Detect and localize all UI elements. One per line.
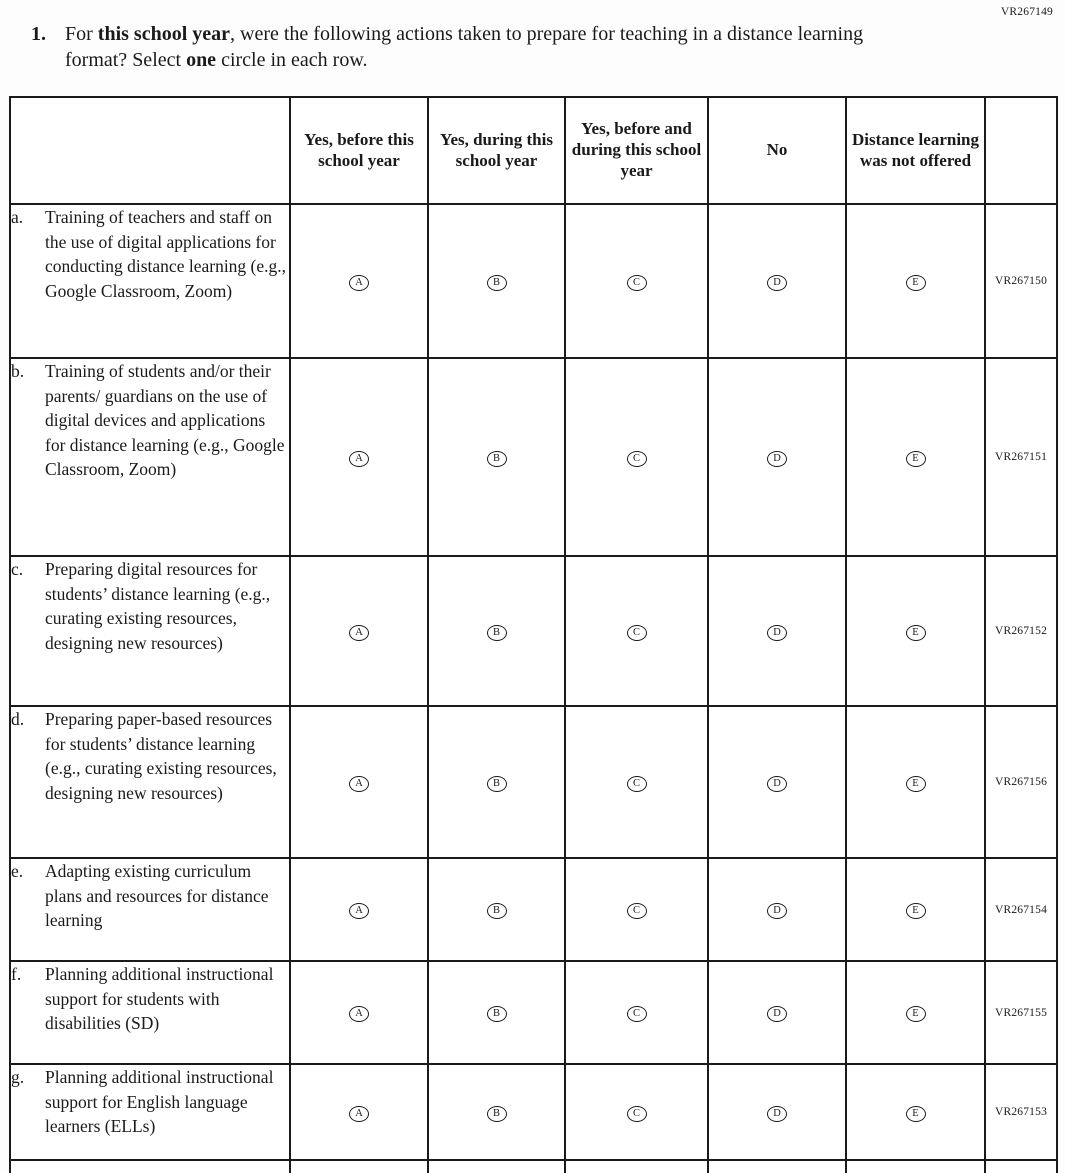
row-text: Training of teachers and staff on the use of digital applications for conducting distance learning (e.g., Google Classroom, Zoom)	[45, 207, 287, 301]
row-text: Adapting existing curriculum plans and resources for distance learning	[45, 861, 269, 930]
option-cell	[846, 556, 985, 706]
option-circle-b[interactable]: B	[487, 275, 507, 291]
row-text: Planning additional instructional support for students with disabilities (SD)	[45, 964, 274, 1033]
row-letter: e.	[11, 861, 24, 881]
table-row	[10, 358, 1057, 556]
question-text-seg1: For	[65, 23, 98, 45]
option-circle-d[interactable]: D	[767, 903, 787, 919]
option-circle-c[interactable]: C	[627, 1006, 647, 1022]
option-cell	[846, 1160, 985, 1173]
option-cell	[846, 706, 985, 858]
row-label	[10, 1160, 290, 1173]
question-text-seg2: , were the following actions taken to prepare for teaching in a distance learning format? Select	[65, 23, 864, 71]
option-circle-c[interactable]: C	[627, 903, 647, 919]
row-code: VR267151	[985, 358, 1057, 556]
option-cell	[708, 204, 846, 358]
option-cell	[565, 1064, 708, 1160]
option-circle-c[interactable]: C	[627, 451, 647, 467]
option-cell	[708, 1064, 846, 1160]
header-empty-cell	[10, 97, 290, 204]
option-cell	[846, 1064, 985, 1160]
option-cell	[290, 556, 428, 706]
question-text-bold2: one	[186, 49, 217, 71]
row-code: VR267150	[985, 204, 1057, 358]
option-circle-d[interactable]: D	[767, 275, 787, 291]
option-circle-e[interactable]: E	[906, 1006, 926, 1022]
question-number: 1.	[31, 23, 46, 45]
row-letter: d.	[11, 709, 25, 729]
option-circle-a[interactable]: A	[349, 451, 369, 467]
option-cell	[565, 858, 708, 961]
row-code: VR267155	[985, 961, 1057, 1064]
option-circle-e[interactable]: E	[906, 903, 926, 919]
option-circle-a[interactable]: A	[349, 903, 369, 919]
option-cell	[290, 358, 428, 556]
option-cell	[428, 1160, 565, 1173]
row-code: VR267152	[985, 556, 1057, 706]
option-cell	[428, 556, 565, 706]
option-circle-d[interactable]: D	[767, 625, 787, 641]
option-circle-c[interactable]: C	[627, 776, 647, 792]
option-cell	[846, 961, 985, 1064]
option-cell	[708, 556, 846, 706]
row-code: VR267154	[985, 858, 1057, 961]
option-circle-a[interactable]: A	[349, 1006, 369, 1022]
table-row	[10, 961, 1057, 1064]
option-cell	[708, 858, 846, 961]
option-circle-e[interactable]: E	[906, 275, 926, 291]
option-circle-a[interactable]: A	[349, 275, 369, 291]
option-cell	[565, 961, 708, 1064]
option-circle-d[interactable]: D	[767, 1006, 787, 1022]
option-cell	[290, 1160, 428, 1173]
option-cell	[290, 858, 428, 961]
option-cell	[428, 858, 565, 961]
option-circle-b[interactable]: B	[487, 625, 507, 641]
row-code	[985, 1160, 1057, 1173]
option-cell	[290, 706, 428, 858]
option-circle-e[interactable]: E	[906, 451, 926, 467]
question-text-seg3: circle in each row.	[216, 49, 368, 71]
option-circle-a[interactable]: A	[349, 1106, 369, 1122]
option-cell	[846, 358, 985, 556]
option-circle-d[interactable]: D	[767, 776, 787, 792]
table-row	[10, 556, 1057, 706]
option-cell	[565, 1160, 708, 1173]
row-letter: g.	[11, 1067, 25, 1087]
option-circle-c[interactable]: C	[627, 1106, 647, 1122]
option-cell	[428, 961, 565, 1064]
option-cell	[565, 556, 708, 706]
table-row-clipped	[10, 1160, 1057, 1173]
question-block	[0, 0, 1065, 73]
option-circle-b[interactable]: B	[487, 451, 507, 467]
row-label	[10, 556, 290, 706]
question-text-bold1: this school year	[97, 23, 231, 45]
header-empty-code-cell	[985, 97, 1057, 204]
option-cell	[290, 1064, 428, 1160]
row-label	[10, 358, 290, 556]
option-circle-c[interactable]: C	[627, 275, 647, 291]
option-cell	[846, 204, 985, 358]
option-circle-e[interactable]: E	[906, 625, 926, 641]
option-cell	[428, 1064, 565, 1160]
column-header-yes-during: Yes, during this school year	[428, 97, 565, 204]
row-code: VR267153	[985, 1064, 1057, 1160]
row-letter: b.	[11, 361, 25, 381]
option-cell	[565, 358, 708, 556]
column-header-not-offered: Distance learning was not offered	[846, 97, 985, 204]
option-cell	[428, 204, 565, 358]
header-row	[10, 97, 1057, 204]
row-letter: c.	[11, 559, 24, 579]
option-cell	[846, 858, 985, 961]
option-circle-e[interactable]: E	[906, 776, 926, 792]
column-header-yes-before: Yes, before this school year	[290, 97, 428, 204]
row-label	[10, 858, 290, 961]
row-text: Preparing paper-based resources for students’ distance learning (e.g., curating existing resources, designing new resources)	[45, 709, 277, 803]
option-circle-b[interactable]: B	[487, 1106, 507, 1122]
option-cell	[290, 961, 428, 1064]
row-letter: f.	[11, 964, 22, 984]
table-row	[10, 858, 1057, 961]
option-cell	[708, 1160, 846, 1173]
table-row	[10, 204, 1057, 358]
row-label	[10, 706, 290, 858]
option-circle-b[interactable]: B	[487, 776, 507, 792]
table-row	[10, 1064, 1057, 1160]
option-circle-b[interactable]: B	[487, 903, 507, 919]
table-row	[10, 706, 1057, 858]
option-cell	[565, 204, 708, 358]
row-code: VR267156	[985, 706, 1057, 858]
row-text: Planning additional instructional support for English language learners (ELLs)	[45, 1067, 274, 1136]
option-cell	[565, 706, 708, 858]
option-cell	[428, 358, 565, 556]
row-text: Preparing digital resources for students’ distance learning (e.g., curating existing resources, designing new resources)	[45, 559, 271, 653]
column-header-yes-before-and-during: Yes, before and during this school year	[565, 97, 708, 204]
question-table	[9, 96, 1058, 1173]
row-label	[10, 204, 290, 358]
option-cell	[708, 358, 846, 556]
option-cell	[290, 204, 428, 358]
question-text	[65, 21, 900, 73]
option-cell	[428, 706, 565, 858]
option-circle-c[interactable]: C	[627, 625, 647, 641]
row-text: Training of students and/or their parents/ guardians on the use of digital devices and applications for distance learning (e.g., Google Classroom, Zoom)	[45, 361, 285, 479]
option-circle-d[interactable]: D	[767, 451, 787, 467]
column-header-no: No	[708, 97, 846, 204]
row-letter: a.	[11, 207, 24, 227]
row-label	[10, 1064, 290, 1160]
form-code-label: VR267149	[1000, 6, 1053, 18]
row-label	[10, 961, 290, 1064]
option-cell	[708, 706, 846, 858]
option-circle-b[interactable]: B	[487, 1006, 507, 1022]
option-circle-d[interactable]: D	[767, 1106, 787, 1122]
option-cell	[708, 961, 846, 1064]
option-circle-a[interactable]: A	[349, 776, 369, 792]
option-circle-a[interactable]: A	[349, 625, 369, 641]
option-circle-e[interactable]: E	[906, 1106, 926, 1122]
